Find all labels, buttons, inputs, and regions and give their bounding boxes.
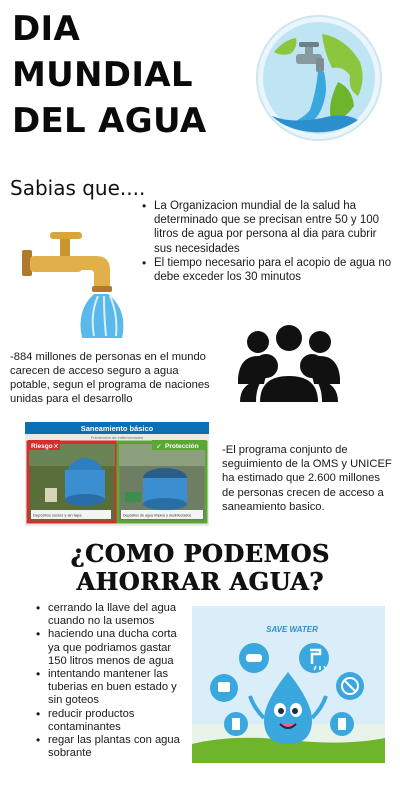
title-line-2: DEL AGUA — [12, 101, 207, 141]
save-water-illustration — [192, 606, 385, 763]
risk-caption: Depósitos sucios y sin tapa — [33, 512, 82, 518]
faucet-icon — [22, 230, 142, 340]
section-heading-line-1: ¿COMO PODEMOS — [70, 539, 330, 568]
list-item: • haciendo una ducha corta ya que podriamos gastar 150 litros menos de agua — [34, 628, 180, 668]
tips-list — [34, 602, 180, 760]
save-water-label: SAVE WATER — [266, 625, 318, 634]
sanitation-header: Saneamiento básico — [80, 424, 154, 433]
section-heading — [40, 540, 360, 596]
protect-tag: Protección — [165, 443, 199, 450]
fact-884-text: -884 millones de personas en el mundo carecen de acceso seguro a agua potable, segun el programa de naciones unidas para el desarrollo — [10, 351, 210, 405]
list-item: • El tiempo necesario para el acopio de agua no debe exceder los 30 minutos — [142, 256, 392, 284]
protect-check-icon: ✓ — [156, 442, 162, 451]
risk-x-icon: ✕ — [53, 442, 59, 451]
globe-faucet-illustration — [252, 12, 386, 144]
page-title — [12, 6, 252, 144]
fact-oms-text: -El programa conjunto de seguimiento de la OMS y UNICEF ha estimado que 2.600 millones de personas crecen de acceso a saneamiento basico. — [222, 444, 392, 513]
list-item: • La Organizacion mundial de la salud ha determinado que se precisan entre 50 y 100 litros de agua por persona al dia para cubrir sus necesidades — [142, 199, 392, 256]
title-line-1: DIA MUNDIAL — [12, 9, 193, 95]
list-item: • reducir productos contaminantes — [34, 708, 180, 734]
protect-caption: Depósitos de agua limpios y desinfectados — [123, 513, 192, 518]
people-group-icon — [236, 320, 342, 404]
sanitation-subheader: Prevención de enfermedades — [90, 435, 144, 440]
list-item: • intentando mantener las tuberias en buen estado y sin goteos — [34, 668, 180, 708]
facts-list — [142, 199, 392, 284]
risk-tag: Riesgo — [31, 443, 53, 450]
sanitation-image — [25, 422, 209, 526]
list-item: • regar las plantas con agua sobrante — [34, 734, 180, 760]
list-item: • cerrando la llave del agua cuando no la usemos — [34, 602, 180, 628]
section-heading-line-2: AHORRAR AGUA? — [76, 567, 324, 596]
intro-heading: Sabias que.... — [10, 176, 146, 200]
